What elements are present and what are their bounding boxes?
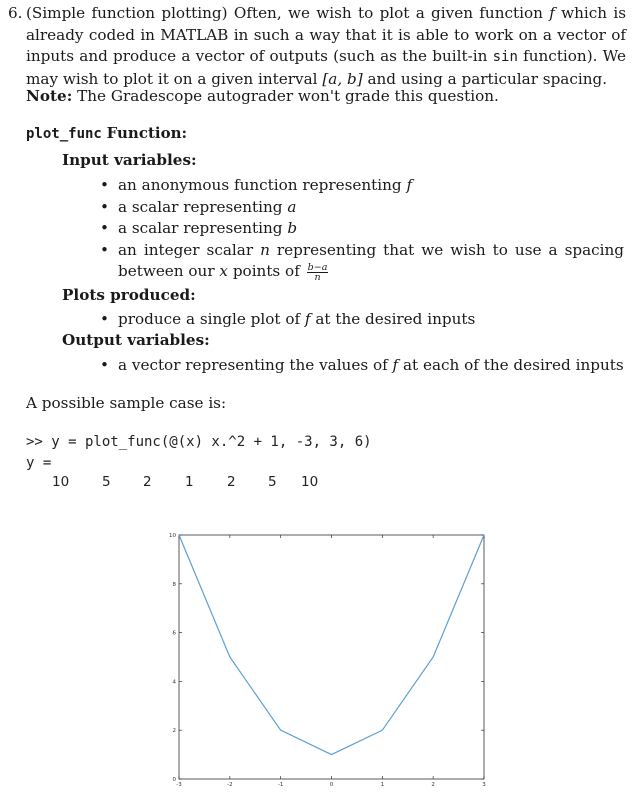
list-item: • a scalar representing a [100, 197, 297, 216]
output-value: 1 [185, 474, 194, 490]
y-tick-label: 8 [172, 581, 176, 588]
y-tick-label: 2 [172, 728, 176, 735]
plots-produced-heading: Plots produced: [62, 286, 196, 304]
y-tick-label: 4 [172, 679, 176, 686]
problem-text: (Simple function plotting) Often, we wish to plot a given function f which is already coded in MATLAB in such a way that it is able to work on a vector of inputs and produce a vector of outputs (such as the built-in sin function). We may wish to plot it on a given interval [a, b] and using a particular spacing. [26, 4, 627, 88]
list-item: • an anonymous function representing f [100, 176, 413, 194]
output-value: 2 [227, 474, 236, 490]
function-name: plot_func [26, 126, 102, 142]
x-tick-label: 1 [380, 782, 385, 788]
output-value: 5 [268, 474, 277, 490]
x-tick-label: 2 [431, 782, 435, 788]
list-item: • produce a single plot of f at the desired inputs [100, 310, 476, 328]
fraction: $\frac{b-a}{n}$ [307, 261, 328, 283]
output-value: 5 [102, 474, 111, 490]
list-item: • an integer scalar n representing that we wish to use a spacing between our x points of $\frac{b-a}{n}$ [100, 240, 625, 283]
problem-number: 6. [8, 4, 23, 22]
input-variables-heading: Input variables: [62, 151, 197, 169]
plot-frame [179, 535, 484, 779]
y-tick-label: 0 [172, 777, 176, 783]
note-text: The Gradescope autograder won't grade this question. [77, 87, 499, 105]
note-label: Note: [26, 87, 73, 105]
sample-intro: A possible sample case is: [26, 394, 227, 412]
output-label: y = [26, 455, 52, 471]
y-tick-label: 6 [172, 630, 176, 637]
list-item: • a scalar representing b [100, 219, 298, 237]
function-suffix: Function: [106, 124, 188, 142]
sample-command: >> y = plot_func(@(x) x.^2 + 1, -3, 3, 6) [26, 434, 372, 450]
x-tick-label: -2 [227, 782, 233, 788]
x-tick-label: -3 [176, 782, 182, 788]
y-tick-label: 10 [169, 533, 176, 539]
output-variables-heading: Output variables: [62, 331, 210, 349]
output-value: 10 [301, 474, 319, 490]
list-item: • a vector representing the values of f at each of the desired inputs [100, 356, 624, 374]
x-tick-label: 0 [329, 782, 334, 788]
x-tick-label: 3 [482, 782, 486, 788]
output-value: 2 [143, 474, 152, 490]
problem-title: (Simple function plotting) [26, 4, 228, 22]
x-tick-label: -1 [277, 782, 284, 788]
output-value: 10 [52, 474, 70, 490]
